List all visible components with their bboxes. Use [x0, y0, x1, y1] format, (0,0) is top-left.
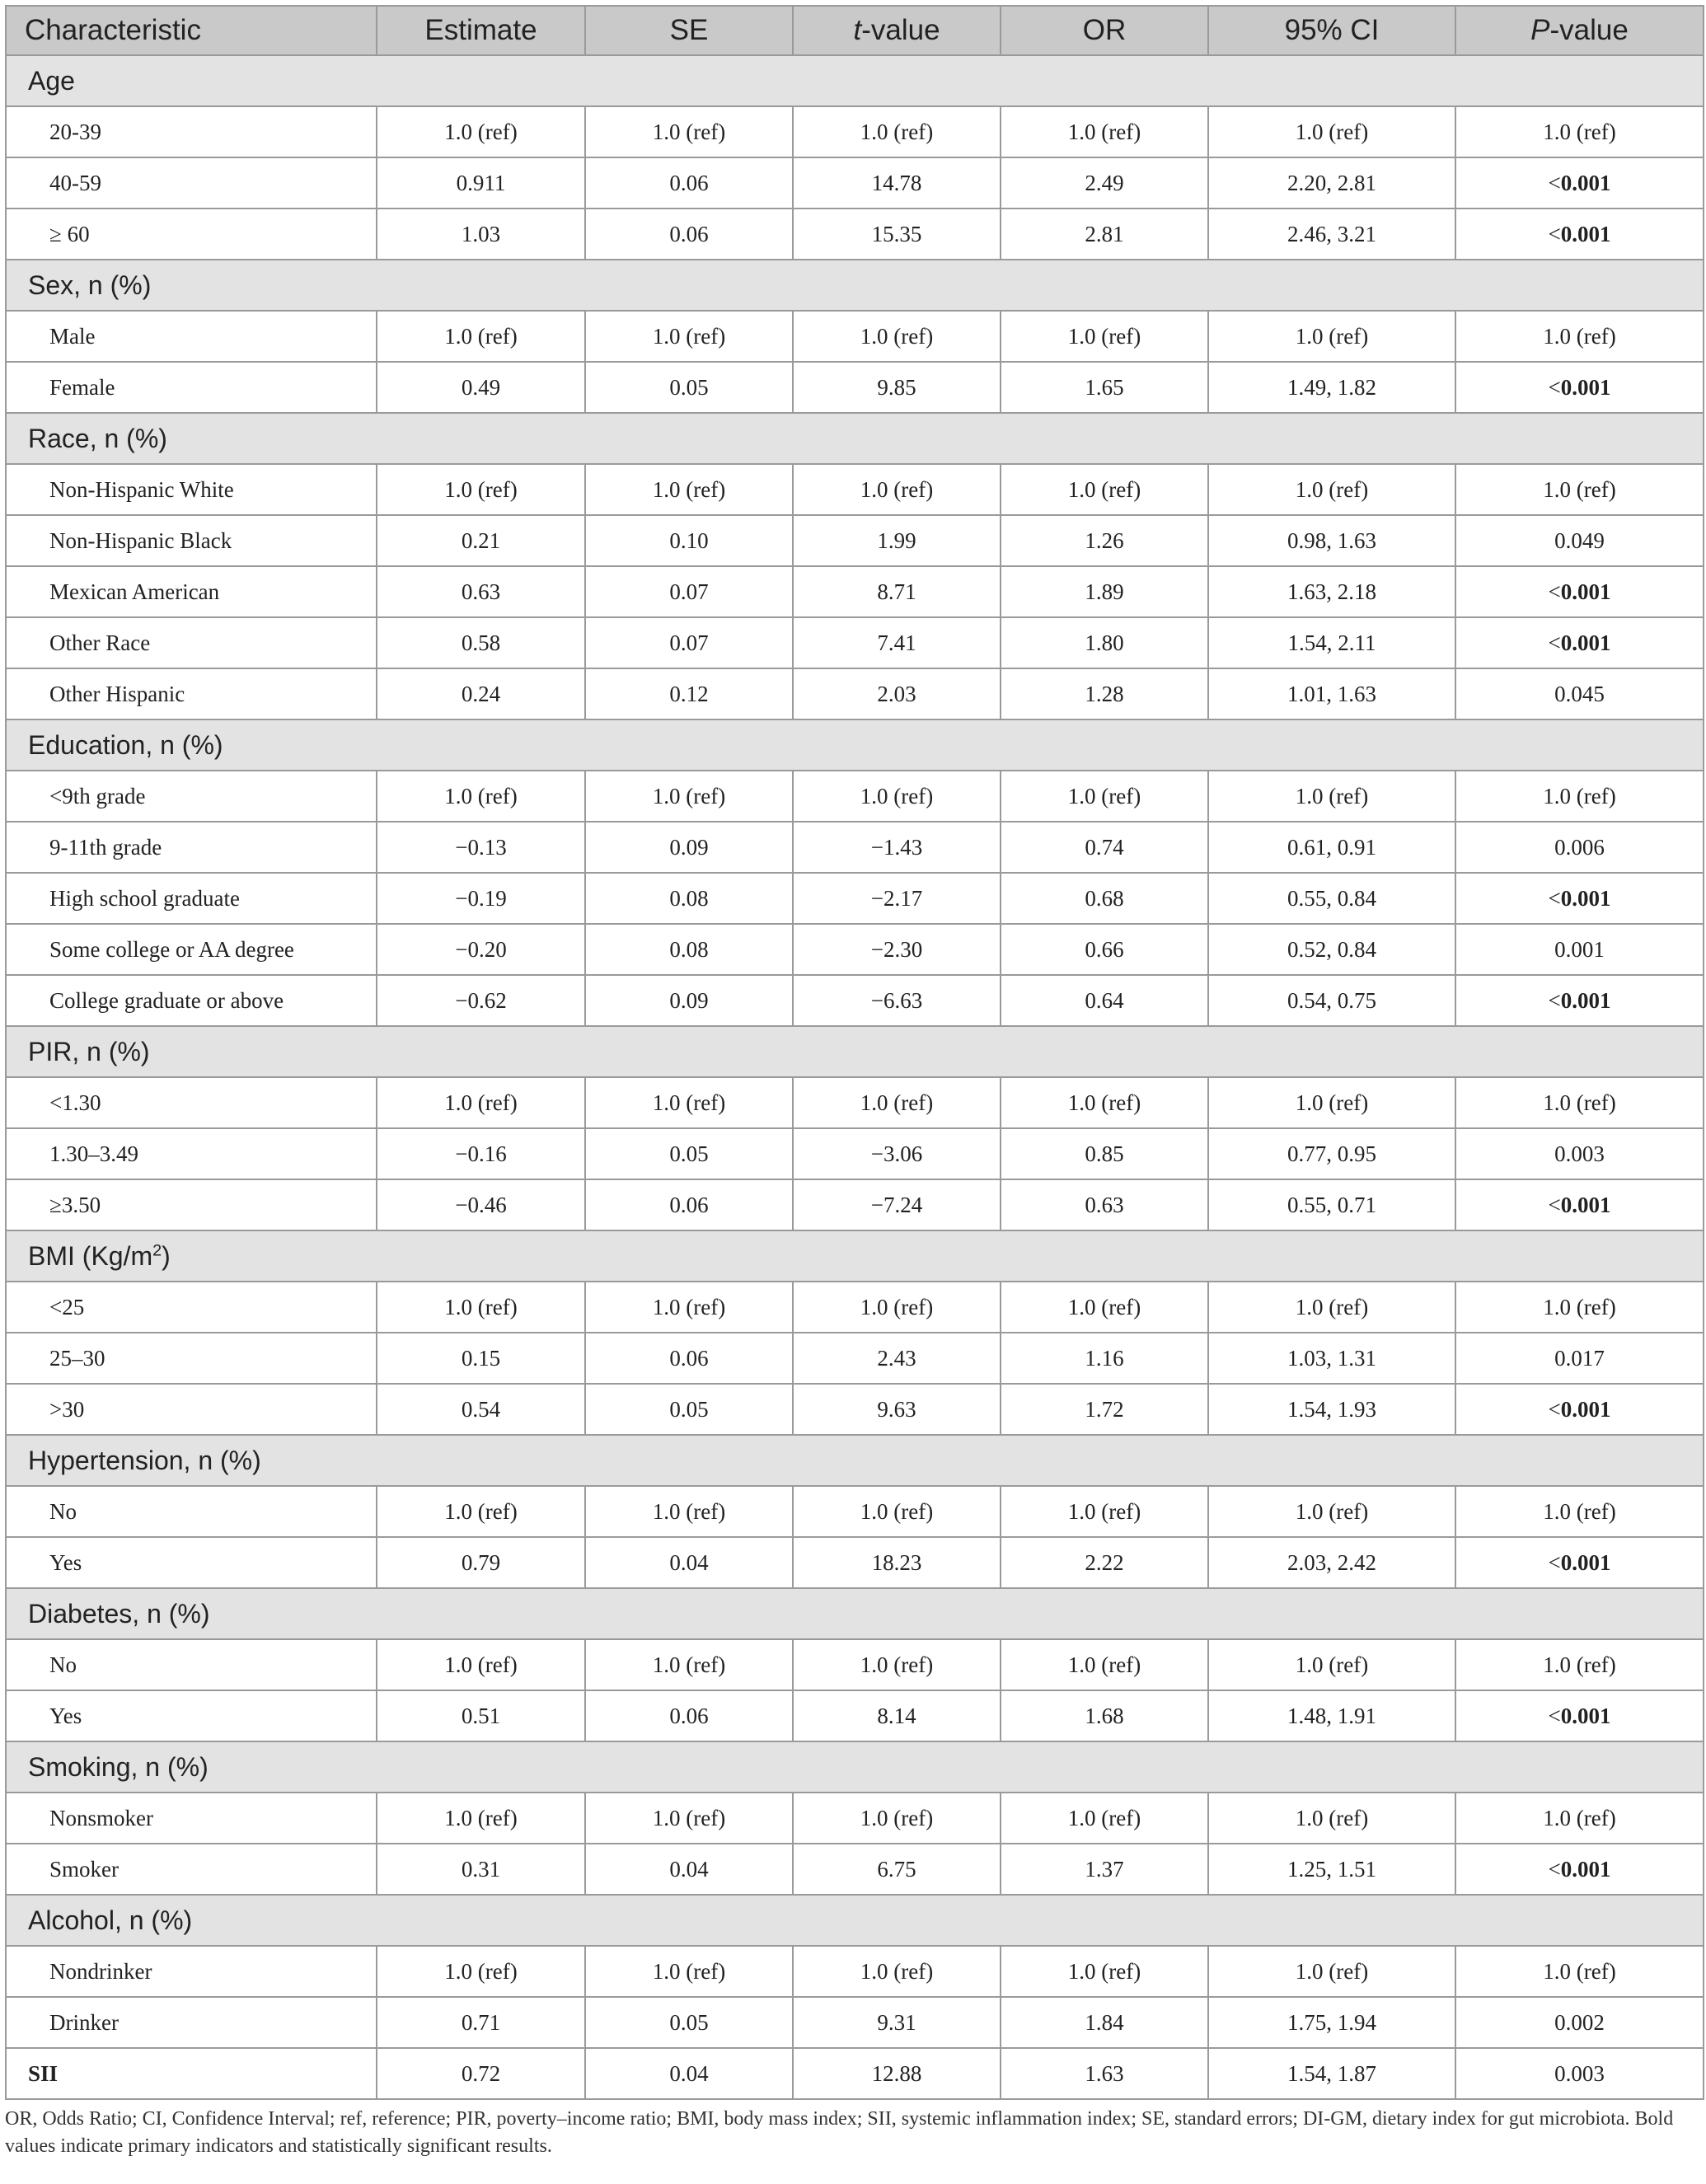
cell-t-value: 15.35 [793, 209, 1001, 260]
cell-estimate: 1.0 (ref) [377, 311, 585, 362]
cell-or: 1.63 [1001, 2048, 1208, 2099]
cell-se: 0.05 [585, 1128, 793, 1179]
cell-se: 1.0 (ref) [585, 1793, 793, 1844]
cell-ci: 1.25, 1.51 [1208, 1844, 1455, 1895]
cell-se: 0.05 [585, 1997, 793, 2048]
cell-ci: 1.0 (ref) [1208, 1793, 1455, 1844]
cell-estimate: 1.0 (ref) [377, 464, 585, 515]
cell-or: 1.0 (ref) [1001, 464, 1208, 515]
cell-ci: 1.0 (ref) [1208, 106, 1455, 157]
row-label: <1.30 [6, 1077, 377, 1128]
cell-estimate: 0.31 [377, 1844, 585, 1895]
row-label: Nonsmoker [6, 1793, 377, 1844]
cell-ci: 1.0 (ref) [1208, 771, 1455, 822]
table-row [6, 1537, 1704, 1588]
group-header-row [6, 1588, 1704, 1639]
cell-p-value: 0.006 [1455, 822, 1704, 873]
cell-se: 1.0 (ref) [585, 464, 793, 515]
cell-t-value: 1.0 (ref) [793, 1946, 1001, 1997]
cell-p-value: 1.0 (ref) [1455, 1793, 1704, 1844]
significant-p-value: 0.001 [1560, 221, 1611, 246]
cell-t-value: −1.43 [793, 822, 1001, 873]
group-header-row [6, 413, 1704, 464]
cell-ci: 2.03, 2.42 [1208, 1537, 1455, 1588]
cell-or: 2.22 [1001, 1537, 1208, 1588]
table-row [6, 1077, 1704, 1128]
table-body [6, 55, 1704, 2099]
table-row [6, 924, 1704, 975]
row-label: Drinker [6, 1997, 377, 2048]
table-header [6, 6, 1704, 55]
table-row [6, 1946, 1704, 1997]
cell-estimate: 0.72 [377, 2048, 585, 2099]
row-label: College graduate or above [6, 975, 377, 1026]
cell-t-value: 2.03 [793, 668, 1001, 719]
header-estimate: Estimate [377, 6, 585, 55]
table-row [6, 515, 1704, 566]
table-row [6, 1639, 1704, 1690]
group-label: PIR, n (%) [6, 1026, 1704, 1077]
cell-t-value: 1.0 (ref) [793, 311, 1001, 362]
cell-p-value: 0.045 [1455, 668, 1704, 719]
cell-se: 0.05 [585, 1384, 793, 1435]
cell-estimate: 0.63 [377, 566, 585, 617]
header-se: SE [585, 6, 793, 55]
cell-t-value: 12.88 [793, 2048, 1001, 2099]
cell-p-value: 0.001 [1455, 924, 1704, 975]
cell-p-value: <0.001 [1455, 157, 1704, 209]
cell-se: 0.04 [585, 1537, 793, 1588]
cell-t-value: 9.63 [793, 1384, 1001, 1435]
cell-ci: 1.0 (ref) [1208, 311, 1455, 362]
group-label: Sex, n (%) [6, 260, 1704, 311]
cell-estimate: 0.54 [377, 1384, 585, 1435]
cell-t-value: −2.30 [793, 924, 1001, 975]
cell-t-value: 2.43 [793, 1333, 1001, 1384]
cell-estimate: 0.24 [377, 668, 585, 719]
cell-ci: 1.03, 1.31 [1208, 1333, 1455, 1384]
cell-t-value: 8.14 [793, 1690, 1001, 1741]
cell-ci: 1.75, 1.94 [1208, 1997, 1455, 2048]
table-row [6, 1384, 1704, 1435]
cell-estimate: 1.0 (ref) [377, 106, 585, 157]
row-label: ≥ 60 [6, 209, 377, 260]
cell-se: 1.0 (ref) [585, 1486, 793, 1537]
cell-or: 1.37 [1001, 1844, 1208, 1895]
row-label: <9th grade [6, 771, 377, 822]
cell-p-value: 0.003 [1455, 2048, 1704, 2099]
group-label: Race, n (%) [6, 413, 1704, 464]
cell-or: 2.49 [1001, 157, 1208, 209]
cell-t-value: 9.31 [793, 1997, 1001, 2048]
cell-p-value: <0.001 [1455, 1537, 1704, 1588]
cell-ci: 1.49, 1.82 [1208, 362, 1455, 413]
cell-t-value: 1.99 [793, 515, 1001, 566]
cell-p-value: 1.0 (ref) [1455, 1946, 1704, 1997]
cell-t-value: 6.75 [793, 1844, 1001, 1895]
cell-estimate: 0.51 [377, 1690, 585, 1741]
cell-ci: 1.48, 1.91 [1208, 1690, 1455, 1741]
table-row [6, 1128, 1704, 1179]
table-row [6, 975, 1704, 1026]
cell-t-value: 9.85 [793, 362, 1001, 413]
table-row [6, 1282, 1704, 1333]
cell-estimate: 0.58 [377, 617, 585, 668]
cell-ci: 1.54, 1.93 [1208, 1384, 1455, 1435]
cell-t-value: 1.0 (ref) [793, 771, 1001, 822]
cell-se: 0.10 [585, 515, 793, 566]
table-row [6, 209, 1704, 260]
cell-or: 1.0 (ref) [1001, 1946, 1208, 1997]
cell-or: 1.0 (ref) [1001, 771, 1208, 822]
cell-p-value: 1.0 (ref) [1455, 311, 1704, 362]
cell-or: 0.68 [1001, 873, 1208, 924]
cell-t-value: 1.0 (ref) [793, 106, 1001, 157]
cell-se: 1.0 (ref) [585, 1282, 793, 1333]
cell-se: 1.0 (ref) [585, 1946, 793, 1997]
row-label: 9-11th grade [6, 822, 377, 873]
cell-t-value: −6.63 [793, 975, 1001, 1026]
row-label: Mexican American [6, 566, 377, 617]
row-label: 40-59 [6, 157, 377, 209]
row-label: SII [6, 2048, 377, 2099]
cell-or: 1.84 [1001, 1997, 1208, 2048]
cell-se: 0.08 [585, 873, 793, 924]
table-row [6, 822, 1704, 873]
cell-p-value: <0.001 [1455, 617, 1704, 668]
row-label: Nondrinker [6, 1946, 377, 1997]
cell-se: 0.07 [585, 566, 793, 617]
cell-p-value: 0.002 [1455, 1997, 1704, 2048]
significant-p-value: 0.001 [1560, 1549, 1611, 1575]
cell-estimate: 1.0 (ref) [377, 1077, 585, 1128]
row-label: 25–30 [6, 1333, 377, 1384]
significant-p-value: 0.001 [1560, 1703, 1611, 1728]
row-label: Non-Hispanic Black [6, 515, 377, 566]
cell-se: 0.09 [585, 822, 793, 873]
row-label: Yes [6, 1690, 377, 1741]
cell-or: 1.68 [1001, 1690, 1208, 1741]
cell-p-value: 1.0 (ref) [1455, 1639, 1704, 1690]
cell-or: 2.81 [1001, 209, 1208, 260]
cell-or: 0.74 [1001, 822, 1208, 873]
cell-t-value: 7.41 [793, 617, 1001, 668]
table-row [6, 668, 1704, 719]
cell-ci: 1.0 (ref) [1208, 1639, 1455, 1690]
cell-ci: 0.61, 0.91 [1208, 822, 1455, 873]
cell-or: 1.89 [1001, 566, 1208, 617]
cell-or: 1.0 (ref) [1001, 1282, 1208, 1333]
cell-t-value: 1.0 (ref) [793, 1077, 1001, 1128]
cell-estimate: 1.03 [377, 209, 585, 260]
header-t-value: t-value [793, 6, 1001, 55]
table-row [6, 1179, 1704, 1230]
cell-or: 1.0 (ref) [1001, 1486, 1208, 1537]
cell-ci: 1.01, 1.63 [1208, 668, 1455, 719]
cell-se: 0.04 [585, 1844, 793, 1895]
row-label: 20-39 [6, 106, 377, 157]
cell-ci: 0.77, 0.95 [1208, 1128, 1455, 1179]
cell-p-value: <0.001 [1455, 1690, 1704, 1741]
table-row [6, 311, 1704, 362]
cell-se: 1.0 (ref) [585, 1077, 793, 1128]
cell-se: 0.04 [585, 2048, 793, 2099]
cell-t-value: 14.78 [793, 157, 1001, 209]
cell-t-value: 1.0 (ref) [793, 1639, 1001, 1690]
cell-se: 0.12 [585, 668, 793, 719]
cell-or: 1.0 (ref) [1001, 311, 1208, 362]
cell-ci: 1.63, 2.18 [1208, 566, 1455, 617]
row-label: Other Hispanic [6, 668, 377, 719]
row-label: >30 [6, 1384, 377, 1435]
table-row [6, 1793, 1704, 1844]
cell-p-value: 0.003 [1455, 1128, 1704, 1179]
table-row [6, 1997, 1704, 2048]
cell-p-value: 0.049 [1455, 515, 1704, 566]
cell-p-value: 1.0 (ref) [1455, 464, 1704, 515]
cell-se: 1.0 (ref) [585, 311, 793, 362]
table-row [6, 157, 1704, 209]
table-row [6, 771, 1704, 822]
cell-ci: 0.55, 0.84 [1208, 873, 1455, 924]
cell-or: 1.0 (ref) [1001, 1793, 1208, 1844]
row-label: No [6, 1639, 377, 1690]
cell-estimate: −0.13 [377, 822, 585, 873]
cell-p-value: <0.001 [1455, 566, 1704, 617]
cell-p-value: 0.017 [1455, 1333, 1704, 1384]
row-label: Male [6, 311, 377, 362]
cell-estimate: 0.79 [377, 1537, 585, 1588]
cell-ci: 0.55, 0.71 [1208, 1179, 1455, 1230]
cell-p-value: 1.0 (ref) [1455, 1282, 1704, 1333]
row-label: Yes [6, 1537, 377, 1588]
results-table-container [5, 5, 1703, 2100]
group-header-row [6, 55, 1704, 106]
cell-or: 1.26 [1001, 515, 1208, 566]
cell-se: 0.06 [585, 209, 793, 260]
cell-se: 1.0 (ref) [585, 771, 793, 822]
row-label: 1.30–3.49 [6, 1128, 377, 1179]
cell-estimate: 1.0 (ref) [377, 1946, 585, 1997]
row-label: Smoker [6, 1844, 377, 1895]
cell-ci: 0.98, 1.63 [1208, 515, 1455, 566]
cell-se: 0.05 [585, 362, 793, 413]
cell-estimate: 0.49 [377, 362, 585, 413]
cell-se: 0.06 [585, 157, 793, 209]
table-row [6, 873, 1704, 924]
group-header-row [6, 719, 1704, 771]
group-label: Diabetes, n (%) [6, 1588, 1704, 1639]
cell-ci: 1.54, 1.87 [1208, 2048, 1455, 2099]
cell-t-value: 8.71 [793, 566, 1001, 617]
cell-estimate: 0.71 [377, 1997, 585, 2048]
header-characteristic: Characteristic [6, 6, 377, 55]
cell-ci: 1.0 (ref) [1208, 1077, 1455, 1128]
header-ci: 95% CI [1208, 6, 1455, 55]
table-row [6, 1690, 1704, 1741]
cell-or: 1.0 (ref) [1001, 1639, 1208, 1690]
cell-estimate: −0.62 [377, 975, 585, 1026]
cell-p-value: <0.001 [1455, 873, 1704, 924]
group-header-row [6, 1741, 1704, 1793]
cell-estimate: 1.0 (ref) [377, 1639, 585, 1690]
cell-p-value: 1.0 (ref) [1455, 106, 1704, 157]
cell-estimate: 0.21 [377, 515, 585, 566]
row-label: Female [6, 362, 377, 413]
group-label: Smoking, n (%) [6, 1741, 1704, 1793]
group-header-row [6, 1435, 1704, 1486]
cell-or: 1.16 [1001, 1333, 1208, 1384]
cell-p-value: <0.001 [1455, 362, 1704, 413]
table-row [6, 1844, 1704, 1895]
cell-t-value: −7.24 [793, 1179, 1001, 1230]
header-or: OR [1001, 6, 1208, 55]
cell-or: 0.64 [1001, 975, 1208, 1026]
table-row [6, 617, 1704, 668]
cell-or: 0.66 [1001, 924, 1208, 975]
table-row [6, 566, 1704, 617]
cell-se: 0.07 [585, 617, 793, 668]
cell-ci: 1.0 (ref) [1208, 1946, 1455, 1997]
cell-ci: 1.0 (ref) [1208, 1282, 1455, 1333]
cell-p-value: <0.001 [1455, 975, 1704, 1026]
cell-or: 1.80 [1001, 617, 1208, 668]
group-header-row [6, 1230, 1704, 1282]
cell-p-value: 1.0 (ref) [1455, 1077, 1704, 1128]
cell-estimate: 1.0 (ref) [377, 1793, 585, 1844]
cell-ci: 0.54, 0.75 [1208, 975, 1455, 1026]
significant-p-value: 0.001 [1560, 579, 1611, 604]
significant-p-value: 0.001 [1560, 1396, 1611, 1422]
cell-or: 0.63 [1001, 1179, 1208, 1230]
table-row [6, 1333, 1704, 1384]
cell-estimate: 1.0 (ref) [377, 771, 585, 822]
cell-p-value: <0.001 [1455, 209, 1704, 260]
cell-estimate: −0.16 [377, 1128, 585, 1179]
cell-ci: 0.52, 0.84 [1208, 924, 1455, 975]
cell-p-value: 1.0 (ref) [1455, 1486, 1704, 1537]
group-header-row [6, 1895, 1704, 1946]
cell-p-value: 1.0 (ref) [1455, 771, 1704, 822]
cell-se: 0.06 [585, 1333, 793, 1384]
row-label: High school graduate [6, 873, 377, 924]
cell-estimate: −0.20 [377, 924, 585, 975]
cell-se: 0.06 [585, 1690, 793, 1741]
cell-ci: 1.54, 2.11 [1208, 617, 1455, 668]
row-label: No [6, 1486, 377, 1537]
cell-t-value: 1.0 (ref) [793, 464, 1001, 515]
group-label: Hypertension, n (%) [6, 1435, 1704, 1486]
significant-p-value: 0.001 [1560, 630, 1611, 655]
cell-ci: 2.46, 3.21 [1208, 209, 1455, 260]
cell-or: 1.0 (ref) [1001, 106, 1208, 157]
table-row [6, 464, 1704, 515]
cell-or: 1.72 [1001, 1384, 1208, 1435]
group-label: Age [6, 55, 1704, 106]
cell-or: 1.65 [1001, 362, 1208, 413]
cell-p-value: <0.001 [1455, 1844, 1704, 1895]
row-label: ≥3.50 [6, 1179, 377, 1230]
significant-p-value: 0.001 [1560, 374, 1611, 400]
cell-or: 0.85 [1001, 1128, 1208, 1179]
cell-estimate: 0.15 [377, 1333, 585, 1384]
group-header-row [6, 1026, 1704, 1077]
regression-results-table [5, 5, 1704, 2100]
group-label: BMI $(Kg/m^2)$ [6, 1230, 1704, 1282]
cell-estimate: −0.46 [377, 1179, 585, 1230]
cell-t-value: −2.17 [793, 873, 1001, 924]
significant-p-value: 0.001 [1560, 1192, 1611, 1217]
table-footnote: OR, Odds Ratio; CI, Confidence Interval; ref, reference; PIR, poverty–income ratio; BMI, body mass index; SII, systemic inflammation index; SE, standard errors; DI-GM, dietary index for gut microbiota. Bold values indicate primary indicators and statistically significant results. [5, 2108, 1674, 2157]
group-header-row [6, 260, 1704, 311]
group-label: Alcohol, n (%) [6, 1895, 1704, 1946]
cell-ci: 1.0 (ref) [1208, 464, 1455, 515]
cell-t-value: 1.0 (ref) [793, 1282, 1001, 1333]
cell-p-value: <0.001 [1455, 1179, 1704, 1230]
cell-or: 1.0 (ref) [1001, 1077, 1208, 1128]
cell-estimate: 0.911 [377, 157, 585, 209]
cell-se: 0.08 [585, 924, 793, 975]
cell-se: 0.06 [585, 1179, 793, 1230]
cell-se: 0.09 [585, 975, 793, 1026]
summary-row [6, 2048, 1704, 2099]
cell-t-value: −3.06 [793, 1128, 1001, 1179]
cell-estimate: −0.19 [377, 873, 585, 924]
table-row [6, 106, 1704, 157]
cell-p-value: <0.001 [1455, 1384, 1704, 1435]
row-label: Some college or AA degree [6, 924, 377, 975]
row-label: Other Race [6, 617, 377, 668]
table-row [6, 1486, 1704, 1537]
significant-p-value: 0.001 [1560, 987, 1611, 1013]
table-row [6, 362, 1704, 413]
cell-estimate: 1.0 (ref) [377, 1486, 585, 1537]
group-label: Education, n (%) [6, 719, 1704, 771]
cell-ci: 1.0 (ref) [1208, 1486, 1455, 1537]
row-label: <25 [6, 1282, 377, 1333]
cell-t-value: 1.0 (ref) [793, 1486, 1001, 1537]
significant-p-value: 0.001 [1560, 1856, 1611, 1882]
cell-t-value: 1.0 (ref) [793, 1793, 1001, 1844]
header-p-value: P-value [1455, 6, 1704, 55]
cell-se: 1.0 (ref) [585, 1639, 793, 1690]
cell-se: 1.0 (ref) [585, 106, 793, 157]
significant-p-value: 0.001 [1560, 170, 1611, 195]
header-row [6, 6, 1704, 55]
row-label: Non-Hispanic White [6, 464, 377, 515]
cell-or: 1.28 [1001, 668, 1208, 719]
cell-t-value: 18.23 [793, 1537, 1001, 1588]
cell-ci: 2.20, 2.81 [1208, 157, 1455, 209]
significant-p-value: 0.001 [1560, 885, 1611, 911]
cell-estimate: 1.0 (ref) [377, 1282, 585, 1333]
